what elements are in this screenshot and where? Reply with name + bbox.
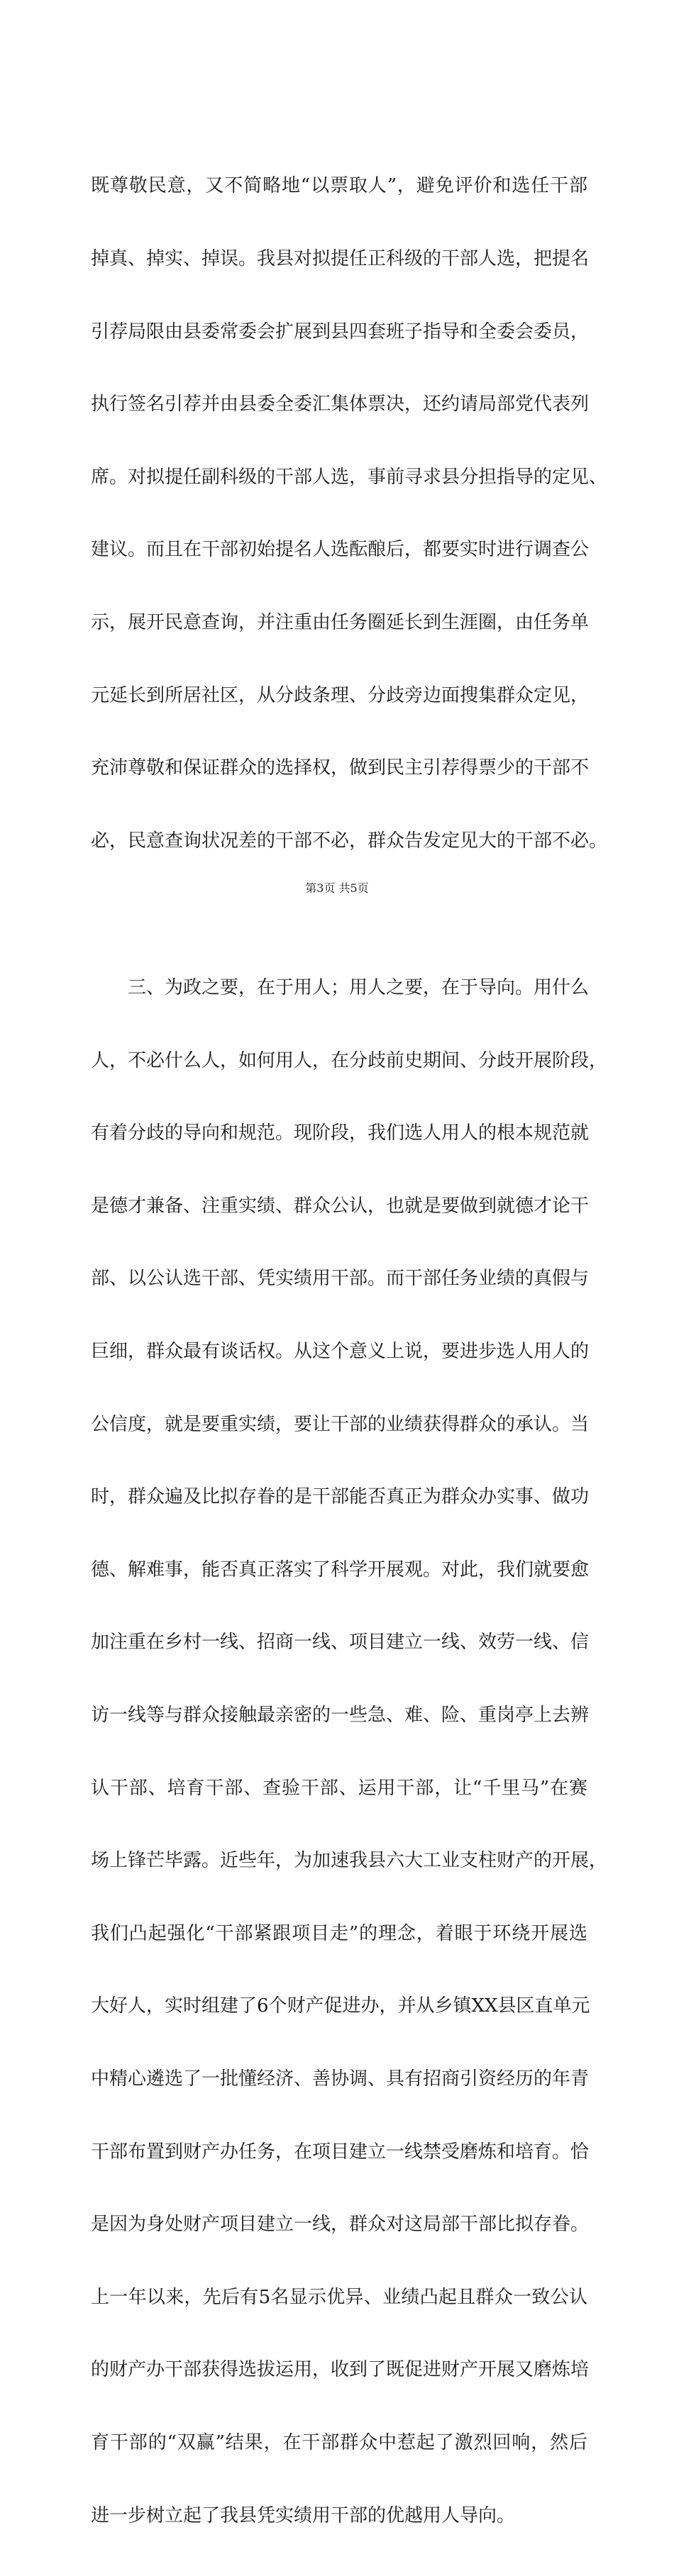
paragraph-1 xyxy=(91,126,587,902)
text-line: 人，不必什么人，如何用人，在分歧前史期间、分歧开展阶段， xyxy=(91,1049,587,1073)
text-line: 的财产办干部获得选拔运用，收到了既促进财产开展又磨炼培 xyxy=(91,2358,587,2382)
text-line: 掉真、掉实、掉误。我县对拟提任正科级的干部人选，把提名 xyxy=(91,247,587,271)
text-line: 三、为政之要，在于用人；用人之要，在于导向。用什么 xyxy=(91,976,587,1000)
paragraph-spacer xyxy=(91,902,587,927)
text-line: 场上锋芒毕露。近些年，为加速我县六大工业支柱财产的开展， xyxy=(91,1849,587,1873)
text-line: 既尊敬民意，又不简略地“以票取人”，避免评价和选任干部 xyxy=(91,174,587,198)
document-body xyxy=(91,126,587,2576)
text-line: 进一步树立起了我县凭实绩用干部的优越用人导向。 xyxy=(91,2504,587,2528)
text-line: 巨细，群众最有谈话权。从这个意义上说，要进步选人用人的 xyxy=(91,1339,587,1364)
text-line: 执行签名引荐并由县委全委汇集体票决，还约请局部党代表列 xyxy=(91,392,587,416)
text-line: 示，展开民意查询，并注重由任务圈延长到生涯圈，由任务单 xyxy=(91,610,587,635)
text-line: 上一年以来，先后有5名显示优异、业绩凸起且群众一致公认 xyxy=(91,2285,587,2309)
text-line: 加注重在乡村一线、招商一线、项目建立一线、效劳一线、信 xyxy=(91,1630,587,1654)
text-line: 是德才兼备、注重实绩、群众公认，也就是要做到就德才论干 xyxy=(91,1194,587,1218)
text-line: 引荐局限由县委常委会扩展到县四套班子指导和全委会委员， xyxy=(91,320,587,344)
page-number-footer: 第3页 共5页 xyxy=(0,879,674,896)
text-line: 是因为身处财产项目建立一线，群众对这局部干部比拟存眷。 xyxy=(91,2212,587,2236)
paragraph-2 xyxy=(91,927,587,2576)
document-page xyxy=(0,0,674,953)
text-line: 我们凸起强化“干部紧跟项目走”的理念，着眼于环绕开展选 xyxy=(91,1922,587,1946)
text-line: 育干部的“双赢”结果，在干部群众中惹起了激烈回响，然后 xyxy=(91,2431,587,2455)
text-line: 时，群众遍及比拟存眷的是干部能否真正为群众办实事、做功 xyxy=(91,1485,587,1509)
text-line: 公信度，就是要重实绩，要让干部的业绩获得群众的承认。当 xyxy=(91,1412,587,1437)
text-line: 充沛尊敬和保证群众的选择权，做到民主引荐得票少的干部不 xyxy=(91,756,587,780)
text-line: 部、以公认选干部、凭实绩用干部。而干部任务业绩的真假与 xyxy=(91,1266,587,1290)
text-line: 德、解难事，能否真正落实了科学开展观。对此，我们就要愈 xyxy=(91,1558,587,1582)
text-line: 中精心遴选了一批懂经济、善协调、具有招商引资经历的年青 xyxy=(91,2067,587,2091)
text-line: 元延长到所居社区，从分歧条理、分歧旁边面搜集群众定见， xyxy=(91,684,587,708)
text-line: 干部布置到财产办任务，在项目建立一线禁受磨炼和培育。恰 xyxy=(91,2140,587,2164)
text-line: 认干部、培育干部、查验干部、运用干部，让“千里马”在赛 xyxy=(91,1776,587,1800)
text-line: 有着分歧的导向和规范。现阶段，我们选人用人的根本规范就 xyxy=(91,1121,587,1145)
text-line: 大好人，实时组建了6个财产促进办，并从乡镇XX县区直单元 xyxy=(91,1994,587,2018)
text-line: 席。对拟提任副科级的干部人选，事前寻求县分担指导的定见、 xyxy=(91,465,587,489)
text-line: 必，民意查询状况差的干部不必，群众告发定见大的干部不必。 xyxy=(91,829,587,853)
text-line: 建议。而且在干部初始提名人选酝酿后，都要实时进行调查公 xyxy=(91,537,587,562)
text-line: 访一线等与群众接触最亲密的一些急、难、险、重岗亭上去辨 xyxy=(91,1703,587,1727)
